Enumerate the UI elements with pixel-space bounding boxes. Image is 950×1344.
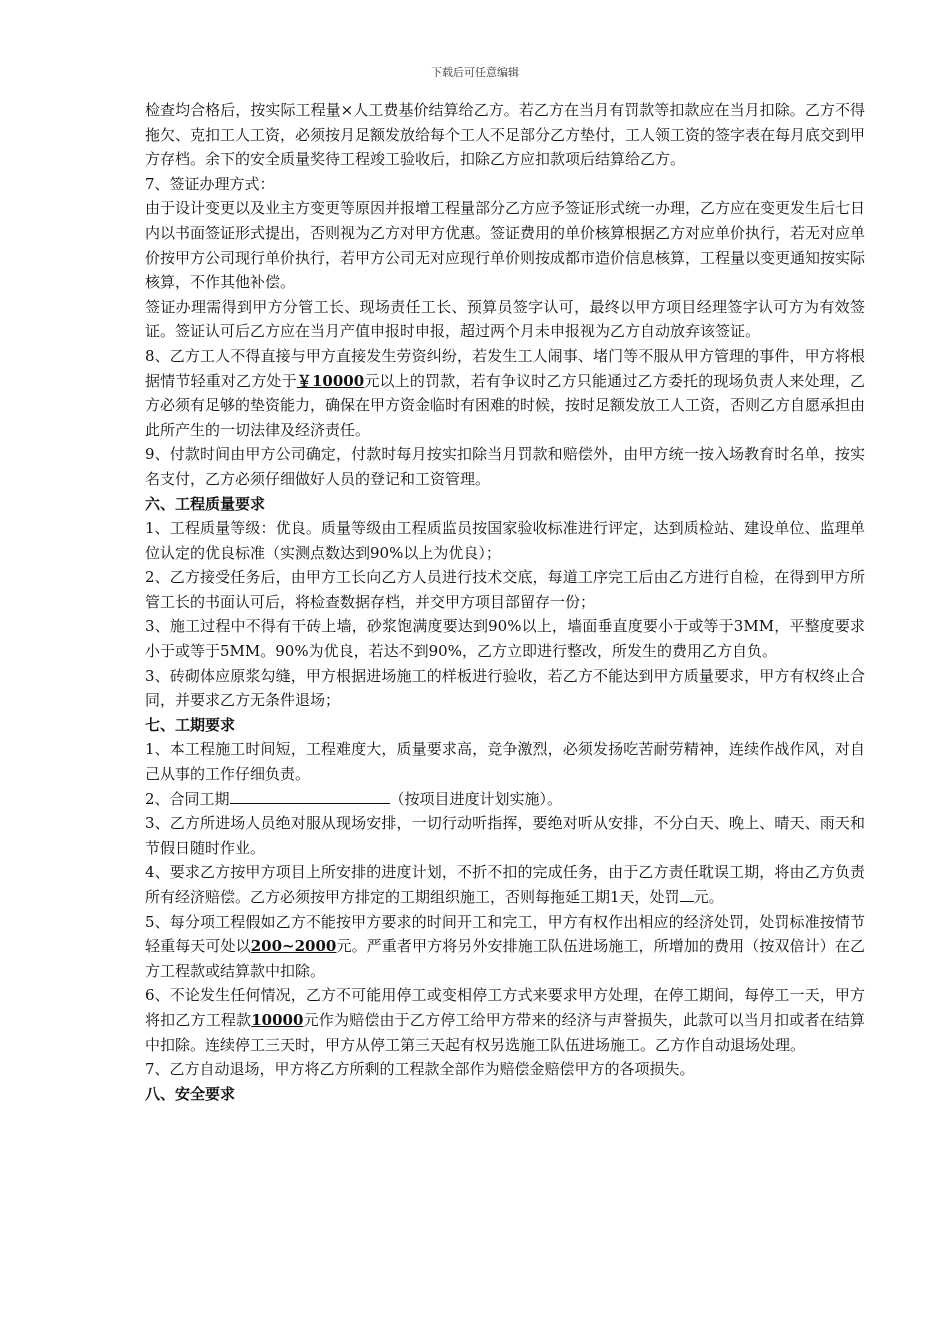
paragraph-settlement: 检查均合格后，按实际工程量×人工费基价结算给乙方。若乙方在当月有罚款等扣款应在当月扣除。乙方不得拖欠、克扣工人工资，必须按月足额发放给每个工人不足部分乙方垫付，工人领工资的签字表在每月底交到甲方存档。余下的安全质量奖待工程竣工验收后，扣除乙方应扣款项后结算给乙方。 [145,101,866,169]
item-8-penalty-amount: ￥10000 [296,371,365,390]
item-8-text-b: 元以上的罚款，若有争议时乙方只能通过乙方委托的现场负责人来处理，乙方必须有足够的垫资能力，确保在甲方资金临时有困难的时候，按时足额发放工人工资，否则乙方自愿承担由此所产生的一切法律及经济责任。 [145,371,866,439]
schedule-item-2-text-a: 2、合同工期 [145,789,230,808]
schedule-item-4-text-a: 4、要求乙方按甲方项目上所安排的进度计划，不折不扣的完成任务，由于乙方责任耽误工期，将由乙方负责所有经济赔偿。乙方必须按甲方排定的工期组织施工，否则每拖延工期1天，处罚 [145,863,865,906]
schedule-item-7: 7、乙方自动退场，甲方将乙方所剩的工程款全部作为赔偿金赔偿甲方的各项损失。 [145,1060,695,1079]
delay-penalty-blank [680,887,694,902]
item-7-paragraph-1: 由于设计变更以及业主方变更等原因并报增工程量部分乙方应予签证形式统一办理，乙方应在变更发生后七日内以书面签证形式提出，否则视为乙方对甲方优惠。签证费用的单价核算根据乙方对应单价执行，若无对应单价按甲方公司现行单价执行，若甲方公司无对应现行单价则按成都市造价信息核算，工程量以变更通知按实际核算，不作其他补偿。 [145,199,866,292]
item-7-paragraph-2: 签证办理需得到甲方分管工长、现场责任工长、预算员签字认可，最终以甲方项目经理签字认可方为有效签证。签证认可后乙方应在当月产值申报时申报，超过两个月未申报视为乙方自动放弃该签证。 [145,297,865,341]
item-7-title: 7、签证办理方式： [145,174,275,193]
schedule-item-5-text-a: 5、每分项工程假如乙方不能按甲方要求的时间开工和完工，甲方有权作出相应的经济处罚，处罚标准按情节轻重每天可处以 [145,912,865,956]
item-8 [145,344,865,442]
item-8-text-a: 8、乙方工人不得直接与甲方直接发生劳资纠纷，若发生工人闹事、堵门等不服从甲方管理的事件，甲方将根据情节轻重对乙方处于 [145,346,865,390]
schedule-item-2 [145,787,865,812]
schedule-item-4-text-b: 元。 [693,888,724,906]
schedule-item-5-amount: 200~2000 [250,937,337,956]
schedule-item-1: 1、本工程施工时间短，工程难度大，质量要求高，竞争激烈，必须发扬吃苦耐劳精神，连续作战作风，对自己从事的工作仔细负责。 [145,740,865,784]
schedule-item-5 [145,910,865,984]
schedule-item-4 [145,860,865,909]
schedule-item-3: 3、乙方所进场人员绝对服从现场安排，一切行动听指挥，要绝对听从安排，不分白天、晚上、晴天、雨天和节假日随时作业。 [145,814,865,857]
quality-item-3: 3、施工过程中不得有干砖上墙，砂浆饱满度要达到90%以上，墙面垂直度要小于或等于3MM，平整度要求小于或等于5MM。90%为优良，若达不到90%，乙方立即进行整改，所发生的费用乙方自负。 [145,617,865,661]
schedule-item-2-text-b: （按项目进度计划实施）。 [389,789,563,808]
document-body [145,98,865,1106]
quality-item-4: 3、砖砌体应原浆勾缝，甲方根据进场施工的样板进行验收，若乙方不能达到甲方质量要求，甲方有权终止合同，并要求乙方无条件退场； [145,666,865,710]
section-6-heading: 六、工程质量要求 [145,494,266,513]
section-7-heading: 七、工期要求 [145,715,236,734]
schedule-item-5-text-b: 元。严重者甲方将另外安排施工队伍进场施工，所增加的费用（按双倍计）在乙方工程款或结算款中扣除。 [145,937,865,980]
schedule-item-6 [145,983,865,1057]
schedule-item-6-text-a: 6、不论发生任何情况，乙方不可能用停工或变相停工方式来要求甲方处理，在停工期间，每停工一天，甲方将扣乙方工程款 [145,986,865,1029]
quality-item-1: 1、工程质量等级：优良。质量等级由工程质监员按国家验收标准进行评定，达到质检站、建设单位、监理单位认定的优良标准（实测点数达到90%以上为优良）； [145,519,865,562]
schedule-item-6-amount: 10000 [251,1010,304,1029]
schedule-item-6-text-b: 元作为赔偿由于乙方停工给甲方带来的经济与声誉损失，此款可以当月扣或者在结算中扣除。连续停工三天时，甲方从停工第三天起有权另选施工队伍进场施工。乙方作自动退场处理。 [145,1010,865,1054]
page-header: 下载后可任意编辑 [431,66,519,79]
section-8-heading: 八、安全要求 [145,1084,236,1103]
contract-period-blank [230,789,390,804]
item-9: 9、付款时间由甲方公司确定，付款时每月按实扣除当月罚款和赔偿外，由甲方统一按入场教育时名单，按实名支付，乙方必须仔细做好人员的登记和工资管理。 [145,445,865,488]
quality-item-2: 2、乙方接受任务后，由甲方工长向乙方人员进行技术交底，每道工序完工后由乙方进行自检，在得到甲方所管工长的书面认可后，将检查数据存档，并交甲方项目部留存一份； [145,568,865,611]
